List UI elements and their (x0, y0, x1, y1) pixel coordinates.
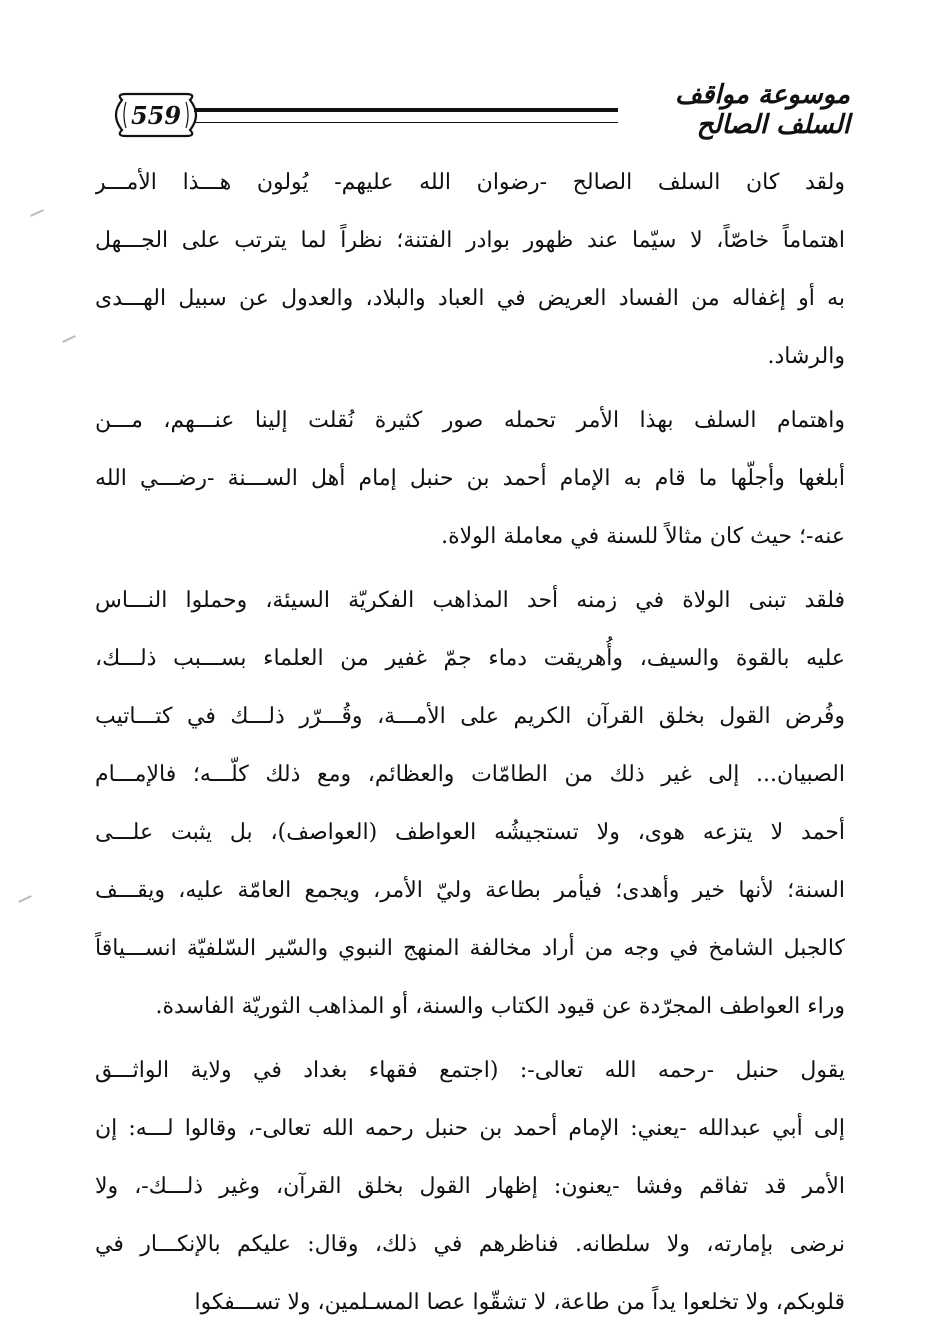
text-line: وراء العواطف المجرّدة عن قيود الكتاب والسنة، أو المذاهب الثوريّة الفاسدة. (155, 994, 845, 1019)
text-line: واهتمام السلف بهذا الأمر تحمله صور كثيرة نُقلت إلينا عنـــهم، مـــن (95, 408, 845, 433)
page-header (100, 70, 850, 162)
text-line: به أو إغفاله من الفساد العريض في العباد والبلاد، والعدول عن سبيل الهـــدى (95, 286, 845, 311)
text-line: عليه بالقوة والسيف، وأُهريقت دماء جمّ غفير من العلماء بســـبب ذلـــك، (95, 646, 845, 671)
text-line: اهتماماً خاصّاً، لا سيّما عند ظهور بوادر الفتنة؛ نظراً لما يترتب على الجـــهل (95, 228, 845, 253)
text-line: والرشاد. (767, 344, 845, 369)
margin-mark (30, 209, 43, 216)
text-line: فلقد تبنى الولاة في زمنه أحد المذاهب الفكريّة السيئة، وحملوا النـــاس (95, 588, 845, 613)
text-line: ولقد كان السلف الصالح -رضوان الله عليهم- يُولون هـــذا الأمـــر (95, 170, 845, 195)
text-line: الأمر قد تفاقم وفشا -يعنون: إظهار القول بخلق القرآن، وغير ذلـــك-، ولا (95, 1174, 845, 1199)
text-line: قلوبكم، ولا تخلعوا يداً من طاعة، لا تشقّوا عصا المسـلمين، ولا تســـفكوا (194, 1290, 845, 1315)
margin-mark (62, 335, 75, 342)
paragraph (95, 572, 845, 1036)
page-number: 559 (130, 100, 182, 130)
text-line: كالجبل الشامخ في وجه من أراد مخالفة المنهج النبوي والسّير السّلفيّة انســـياقاً (95, 936, 845, 961)
text-line: أحمد لا يتزعه هوى، ولا تستجيشُه العواطف (العواصف)، بل يثبت علـــى (95, 820, 845, 845)
margin-mark (18, 895, 31, 902)
text-line: أبلغها وأجلّها ما قام به الإمام أحمد بن حنبل إمام أهل الســـنة -رضـــي الله (95, 466, 845, 491)
paragraph (95, 1042, 845, 1332)
series-title: موسوعة مواقف السلف الصالح (674, 80, 850, 140)
document-body (95, 154, 845, 1332)
text-line: السنة؛ لأنها خير وأهدى؛ فيأمر بطاعة وليّ الأمر، ويجمع العامّة عليه، ويقـــف (95, 878, 845, 903)
paragraph (95, 392, 845, 566)
text-line: إلى أبي عبدالله -يعني: الإمام أحمد بن حنبل رحمه الله تعالى-، وقالوا لـــه: إن (95, 1116, 845, 1141)
header-rule (194, 108, 618, 123)
text-line: وفُرض القول بخلق القرآن الكريم على الأمـــة، وقُـــرّر ذلـــك في كتـــاتيب (95, 704, 845, 729)
text-line: عنه-؛ حيث كان مثالاً للسنة في معاملة الولاة. (441, 524, 845, 549)
paragraph (95, 154, 845, 386)
text-line: نرضى بإمارته، ولا سلطانه. فناظرهم في ذلك، وقال: عليكم بالإنكـــار في (95, 1232, 845, 1257)
text-line: يقول حنبل -رحمه الله تعالى-: (اجتمع فقهاء بغداد في ولاية الواثـــق (95, 1058, 845, 1083)
text-line: الصبيان... إلى غير ذلك من الطامّات والعظائم، ومع ذلك كلّـــه؛ فالإمـــام (95, 762, 845, 787)
